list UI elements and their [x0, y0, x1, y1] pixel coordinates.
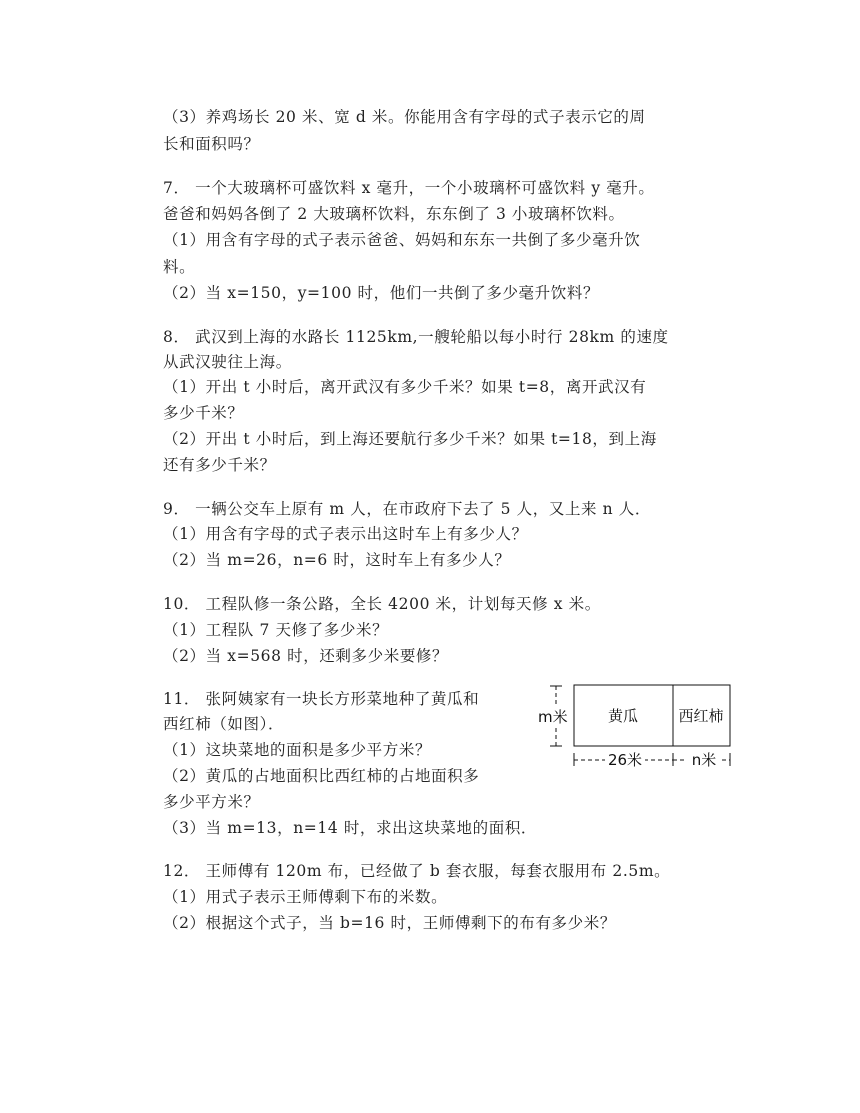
q8-part2-line2: 还有多少千米？ — [163, 456, 276, 474]
q7-part2: （2）当 x=150，y=100 时，他们一共倒了多少毫升饮料？ — [163, 284, 600, 302]
q6-part3-line2: 长和面积吗？ — [163, 135, 260, 153]
q6-part3-line1: （3）养鸡场长 20 米、宽 d 米。你能用含有字母的式子表示它的周 — [163, 108, 646, 126]
q7-part1-line2: 料。 — [163, 258, 196, 276]
q7-line1: 7． 一个大玻璃杯可盛饮料 x 毫升，一个小玻璃杯可盛饮料 y 毫升。 — [163, 179, 655, 197]
q9-line1: 9． 一辆公交车上原有 m 人，在市政府下去了 5 人，又上来 n 人． — [163, 500, 651, 518]
q12-part2: （2）根据这个式子，当 b=16 时，王师傅剩下的布有多少米？ — [163, 914, 616, 932]
q8-part1-line1: （1）开出 t 小时后，离开武汉有多少千米？如果 t=8，离开武汉有 — [163, 378, 647, 396]
q10-line1: 10． 工程队修一条公路，全长 4200 米，计划每天修 x 米。 — [163, 595, 601, 613]
q10-part2: （2）当 x=568 时，还剩多少米要修？ — [163, 647, 449, 665]
tomato-width-label: n米 — [691, 751, 717, 769]
q10-part1: （1）工程队 7 天修了多少米？ — [163, 621, 389, 639]
q8-part2-line1: （2）开出 t 小时后，到上海还要航行多少千米？如果 t=18，到上海 — [163, 430, 657, 448]
q7-line2: 爸爸和妈妈各倒了 2 大玻璃杯饮料，东东倒了 3 小玻璃杯饮料。 — [163, 205, 625, 223]
q9-part1: （1）用含有字母的式子表示出这时车上有多少人？ — [163, 525, 528, 543]
q12-line1: 12． 王师傅有 120m 布，已经做了 b 套衣服，每套衣服用布 2.5m。 — [163, 862, 671, 880]
q11-part2-line2: 多少平方米？ — [163, 793, 260, 811]
q12-part1: （1）用式子表示王师傅剩下布的米数。 — [163, 888, 448, 906]
q11-part1: （1）这块菜地的面积是多少平方米？ — [163, 741, 432, 759]
q9-part2: （2）当 m=26，n=6 时，这时车上有多少人？ — [163, 551, 511, 569]
height-label: m米 — [538, 708, 568, 726]
vegetable-plot-svg — [535, 680, 735, 770]
q8-line2: 从武汉驶往上海。 — [163, 353, 292, 371]
q8-line1: 8． 武汉到上海的水路长 1125km,一艘轮船以每小时行 28km 的速度 — [163, 328, 669, 346]
tomato-label: 西红柿 — [678, 707, 724, 725]
cucumber-width-label: 26米 — [607, 751, 643, 769]
q11-line1: 11． 张阿姨家有一块长方形菜地种了黄瓜和 — [163, 690, 480, 708]
vegetable-plot-diagram — [535, 680, 735, 770]
q8-part1-line2: 多少千米？ — [163, 404, 244, 422]
q11-line2: 西红柿（如图）． — [163, 715, 285, 733]
q11-part2-line1: （2）黄瓜的占地面积比西红柿的占地面积多 — [163, 767, 480, 785]
cucumber-label: 黄瓜 — [607, 707, 639, 725]
q7-part1-line1: （1）用含有字母的式子表示爸爸、妈妈和东东一共倒了多少毫升饮 — [163, 231, 641, 249]
q11-part3: （3）当 m=13，n=14 时，求出这块菜地的面积． — [163, 819, 538, 837]
